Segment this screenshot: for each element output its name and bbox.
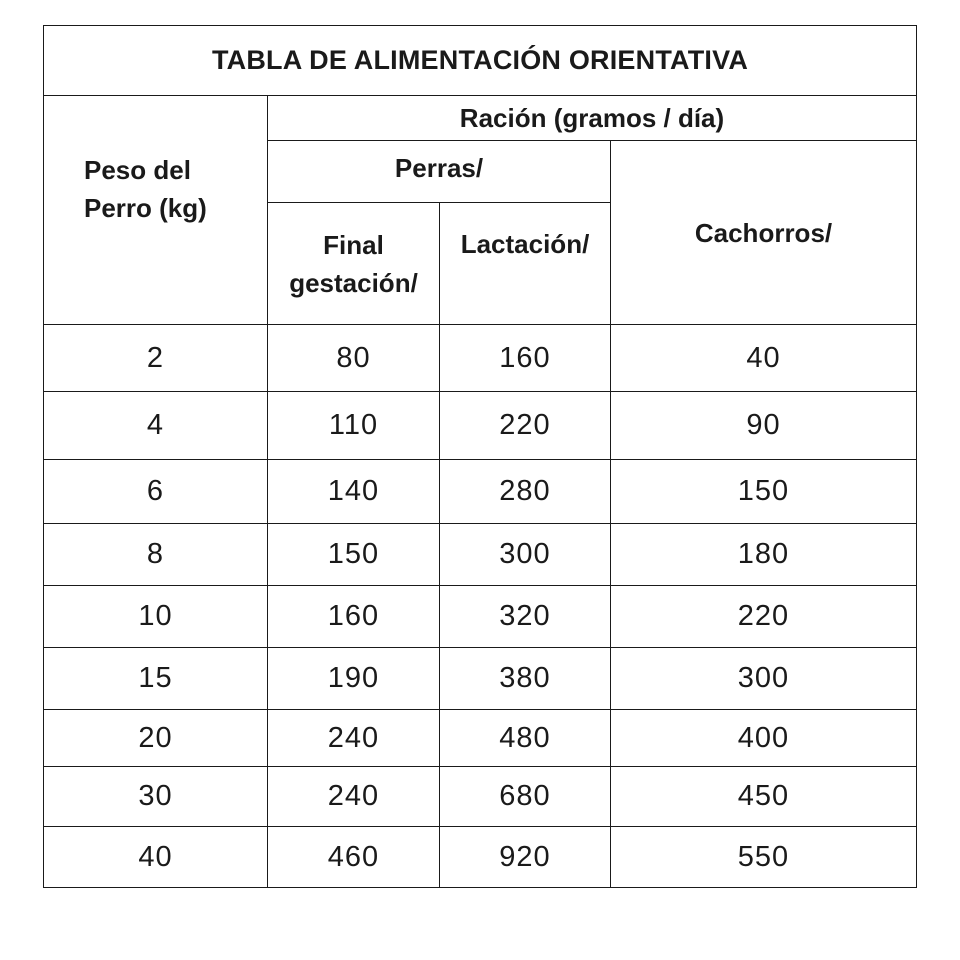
- table-row: [44, 460, 917, 524]
- table-row: [44, 827, 917, 888]
- weight-cell: 10: [44, 586, 268, 648]
- puppies-header: Cachorros/: [611, 141, 917, 325]
- weight-cell: 20: [44, 710, 268, 767]
- table-row: [44, 325, 917, 392]
- lactation-cell: 320: [440, 586, 611, 648]
- weight-cell: 8: [44, 524, 268, 586]
- table-row: [44, 524, 917, 586]
- females-header: Perras/: [268, 141, 611, 203]
- table-row: [44, 392, 917, 460]
- puppies-cell: 300: [611, 648, 917, 710]
- weight-cell: 15: [44, 648, 268, 710]
- lactation-cell: 680: [440, 767, 611, 827]
- puppies-cell: 400: [611, 710, 917, 767]
- lactation-cell: 380: [440, 648, 611, 710]
- puppies-cell: 40: [611, 325, 917, 392]
- puppies-cell: 180: [611, 524, 917, 586]
- puppies-cell: 90: [611, 392, 917, 460]
- final-gestation-cell: 460: [268, 827, 440, 888]
- final-gestation-header: [268, 203, 440, 325]
- puppies-cell: 550: [611, 827, 917, 888]
- feeding-table: [43, 25, 917, 888]
- table-title: TABLA DE ALIMENTACIÓN ORIENTATIVA: [44, 26, 917, 96]
- weight-cell: 30: [44, 767, 268, 827]
- table-row: [44, 767, 917, 827]
- final-gestation-cell: 150: [268, 524, 440, 586]
- puppies-cell: 450: [611, 767, 917, 827]
- final-gestation-cell: 80: [268, 325, 440, 392]
- final-gestation-cell: 140: [268, 460, 440, 524]
- weight-header-line1: Peso del: [84, 155, 191, 185]
- weight-cell: 2: [44, 325, 268, 392]
- lactation-cell: 300: [440, 524, 611, 586]
- ration-header: Ración (gramos / día): [268, 96, 917, 141]
- final-gestation-cell: 190: [268, 648, 440, 710]
- final-gestation-cell: 240: [268, 767, 440, 827]
- table-row: [44, 648, 917, 710]
- final-gestation-cell: 160: [268, 586, 440, 648]
- weight-cell: 4: [44, 392, 268, 460]
- table-row: [44, 586, 917, 648]
- puppies-cell: 150: [611, 460, 917, 524]
- weight-header-line2: Perro (kg): [84, 193, 207, 223]
- weight-header: [44, 96, 268, 325]
- final-gestation-line1: Final: [323, 229, 384, 260]
- puppies-cell: 220: [611, 586, 917, 648]
- lactation-cell: 920: [440, 827, 611, 888]
- final-gestation-cell: 110: [268, 392, 440, 460]
- lactation-cell: 220: [440, 392, 611, 460]
- table-row: [44, 710, 917, 767]
- lactation-header: Lactación/: [440, 203, 611, 325]
- lactation-cell: 280: [440, 460, 611, 524]
- final-gestation-line2: gestación/: [289, 267, 418, 298]
- weight-cell: 40: [44, 827, 268, 888]
- lactation-cell: 160: [440, 325, 611, 392]
- final-gestation-cell: 240: [268, 710, 440, 767]
- weight-cell: 6: [44, 460, 268, 524]
- lactation-cell: 480: [440, 710, 611, 767]
